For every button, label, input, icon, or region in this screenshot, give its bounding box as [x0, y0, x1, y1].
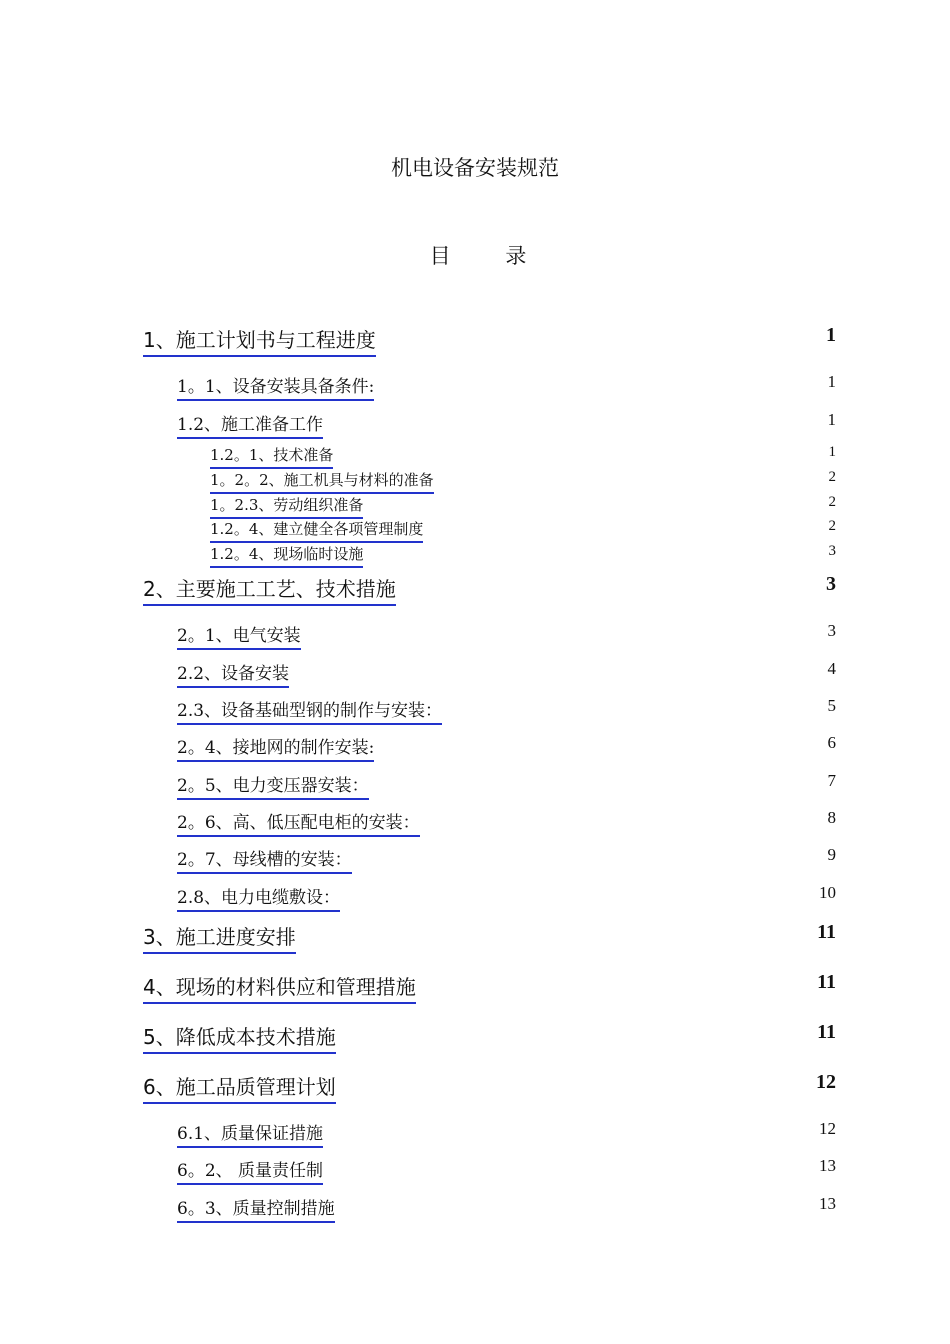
toc-entry-page: 12 [816, 1071, 836, 1093]
toc-entry-6-2[interactable] [177, 1156, 836, 1182]
toc-entry-page: 3 [828, 543, 836, 559]
toc-entry-page: 2 [828, 469, 836, 485]
toc-entry-1-2-1[interactable] [210, 444, 836, 466]
toc-entry-page: 2 [828, 518, 836, 534]
toc-entry-page: 1 [827, 372, 836, 391]
toc-entry-label: 1.2。4、现场临时设施 [210, 543, 363, 568]
toc-entry-1-2-4[interactable] [210, 518, 836, 540]
toc-entry-2-6[interactable] [177, 808, 836, 834]
toc-entry-page: 13 [819, 1156, 836, 1175]
toc-entry-page: 3 [827, 621, 836, 640]
toc-entry-section-2[interactable] [143, 573, 836, 605]
toc-entry-page: 11 [817, 971, 836, 993]
toc-entry-label: 6。2、 质量责任制 [177, 1156, 323, 1185]
toc-entry-2-2[interactable] [177, 659, 836, 685]
toc-entry-page: 1 [828, 444, 836, 460]
toc-entry-page: 11 [817, 921, 836, 943]
toc-entry-section-4[interactable] [143, 971, 836, 1003]
toc-entry-page: 12 [819, 1119, 836, 1138]
toc-entry-label: 1.2。1、技术准备 [210, 444, 333, 469]
toc-entry-label: 6.1、质量保证措施 [177, 1119, 323, 1148]
toc-entry-page: 4 [827, 659, 836, 678]
toc-entry-label: 1、施工计划书与工程进度 [143, 324, 376, 357]
toc-entry-label: 1。2。2、施工机具与材料的准备 [210, 469, 434, 494]
toc-entry-2-8[interactable] [177, 883, 836, 909]
toc-entry-page: 8 [827, 808, 836, 827]
toc-entry-6-1[interactable] [177, 1119, 836, 1145]
toc-entry-section-5[interactable] [143, 1021, 836, 1053]
toc-entry-1-2-3[interactable] [210, 494, 836, 516]
toc-entry-1-1[interactable] [177, 372, 836, 398]
toc-entry-2-7[interactable] [177, 845, 836, 871]
toc-entry-1-2-2[interactable] [210, 469, 836, 491]
toc-entry-label: 2。7、母线槽的安装： [177, 845, 352, 874]
toc-entry-label: 6。3、质量控制措施 [177, 1194, 335, 1223]
toc-entry-label: 2、主要施工工艺、技术措施 [143, 573, 396, 606]
toc-heading: 目 录 [429, 244, 551, 268]
toc-entry-label: 1.2、施工准备工作 [177, 410, 323, 439]
toc-entry-page: 9 [827, 845, 836, 864]
toc-entry-label: 1。2.3、劳动组织准备 [210, 494, 363, 519]
toc-entry-label: 2。5、电力变压器安装： [177, 771, 369, 800]
document-title: 机电设备安装规范 [391, 156, 559, 180]
toc-entry-2-5[interactable] [177, 771, 836, 797]
toc-entry-label: 2。4、接地网的制作安装: [177, 733, 374, 762]
toc-entry-label: 1.2。4、建立健全各项管理制度 [210, 518, 423, 543]
toc-entry-label: 3、施工进度安排 [143, 921, 296, 954]
toc-entry-label: 6、施工品质管理计划 [143, 1071, 336, 1104]
toc-entry-section-3[interactable] [143, 921, 836, 953]
toc-entry-6-3[interactable] [177, 1194, 836, 1220]
toc-entry-1-2[interactable] [177, 410, 836, 436]
toc-entry-label: 2。1、电气安装 [177, 621, 301, 650]
toc-entry-page: 10 [819, 883, 836, 902]
toc-entry-1-2-4b[interactable] [210, 543, 836, 565]
toc-entry-page: 1 [827, 410, 836, 429]
toc-entry-label: 2.2、设备安装 [177, 659, 289, 688]
toc-entry-2-3[interactable] [177, 696, 836, 722]
toc-entry-label: 5、降低成本技术措施 [143, 1021, 336, 1054]
toc-entry-page: 11 [817, 1021, 836, 1043]
toc-entry-page: 1 [826, 324, 836, 346]
toc-entry-label: 1。1、设备安装具备条件: [177, 372, 374, 401]
toc-entry-label: 2.8、电力电缆敷设： [177, 883, 340, 912]
toc-entry-page: 7 [827, 771, 836, 790]
toc-entry-page: 5 [827, 696, 836, 715]
toc-entry-page: 6 [827, 733, 836, 752]
toc-entry-page: 3 [826, 573, 836, 595]
toc-entry-page: 2 [828, 494, 836, 510]
toc-entry-label: 2.3、设备基础型钢的制作与安装： [177, 696, 442, 725]
toc-entry-section-1[interactable] [143, 324, 836, 356]
toc-entry-label: 4、现场的材料供应和管理措施 [143, 971, 416, 1004]
toc-entry-2-4[interactable] [177, 733, 836, 759]
toc-entry-section-6[interactable] [143, 1071, 836, 1103]
toc-entry-2-1[interactable] [177, 621, 836, 647]
toc-entry-label: 2。6、高、低压配电柜的安装： [177, 808, 420, 837]
toc-entry-page: 13 [819, 1194, 836, 1213]
